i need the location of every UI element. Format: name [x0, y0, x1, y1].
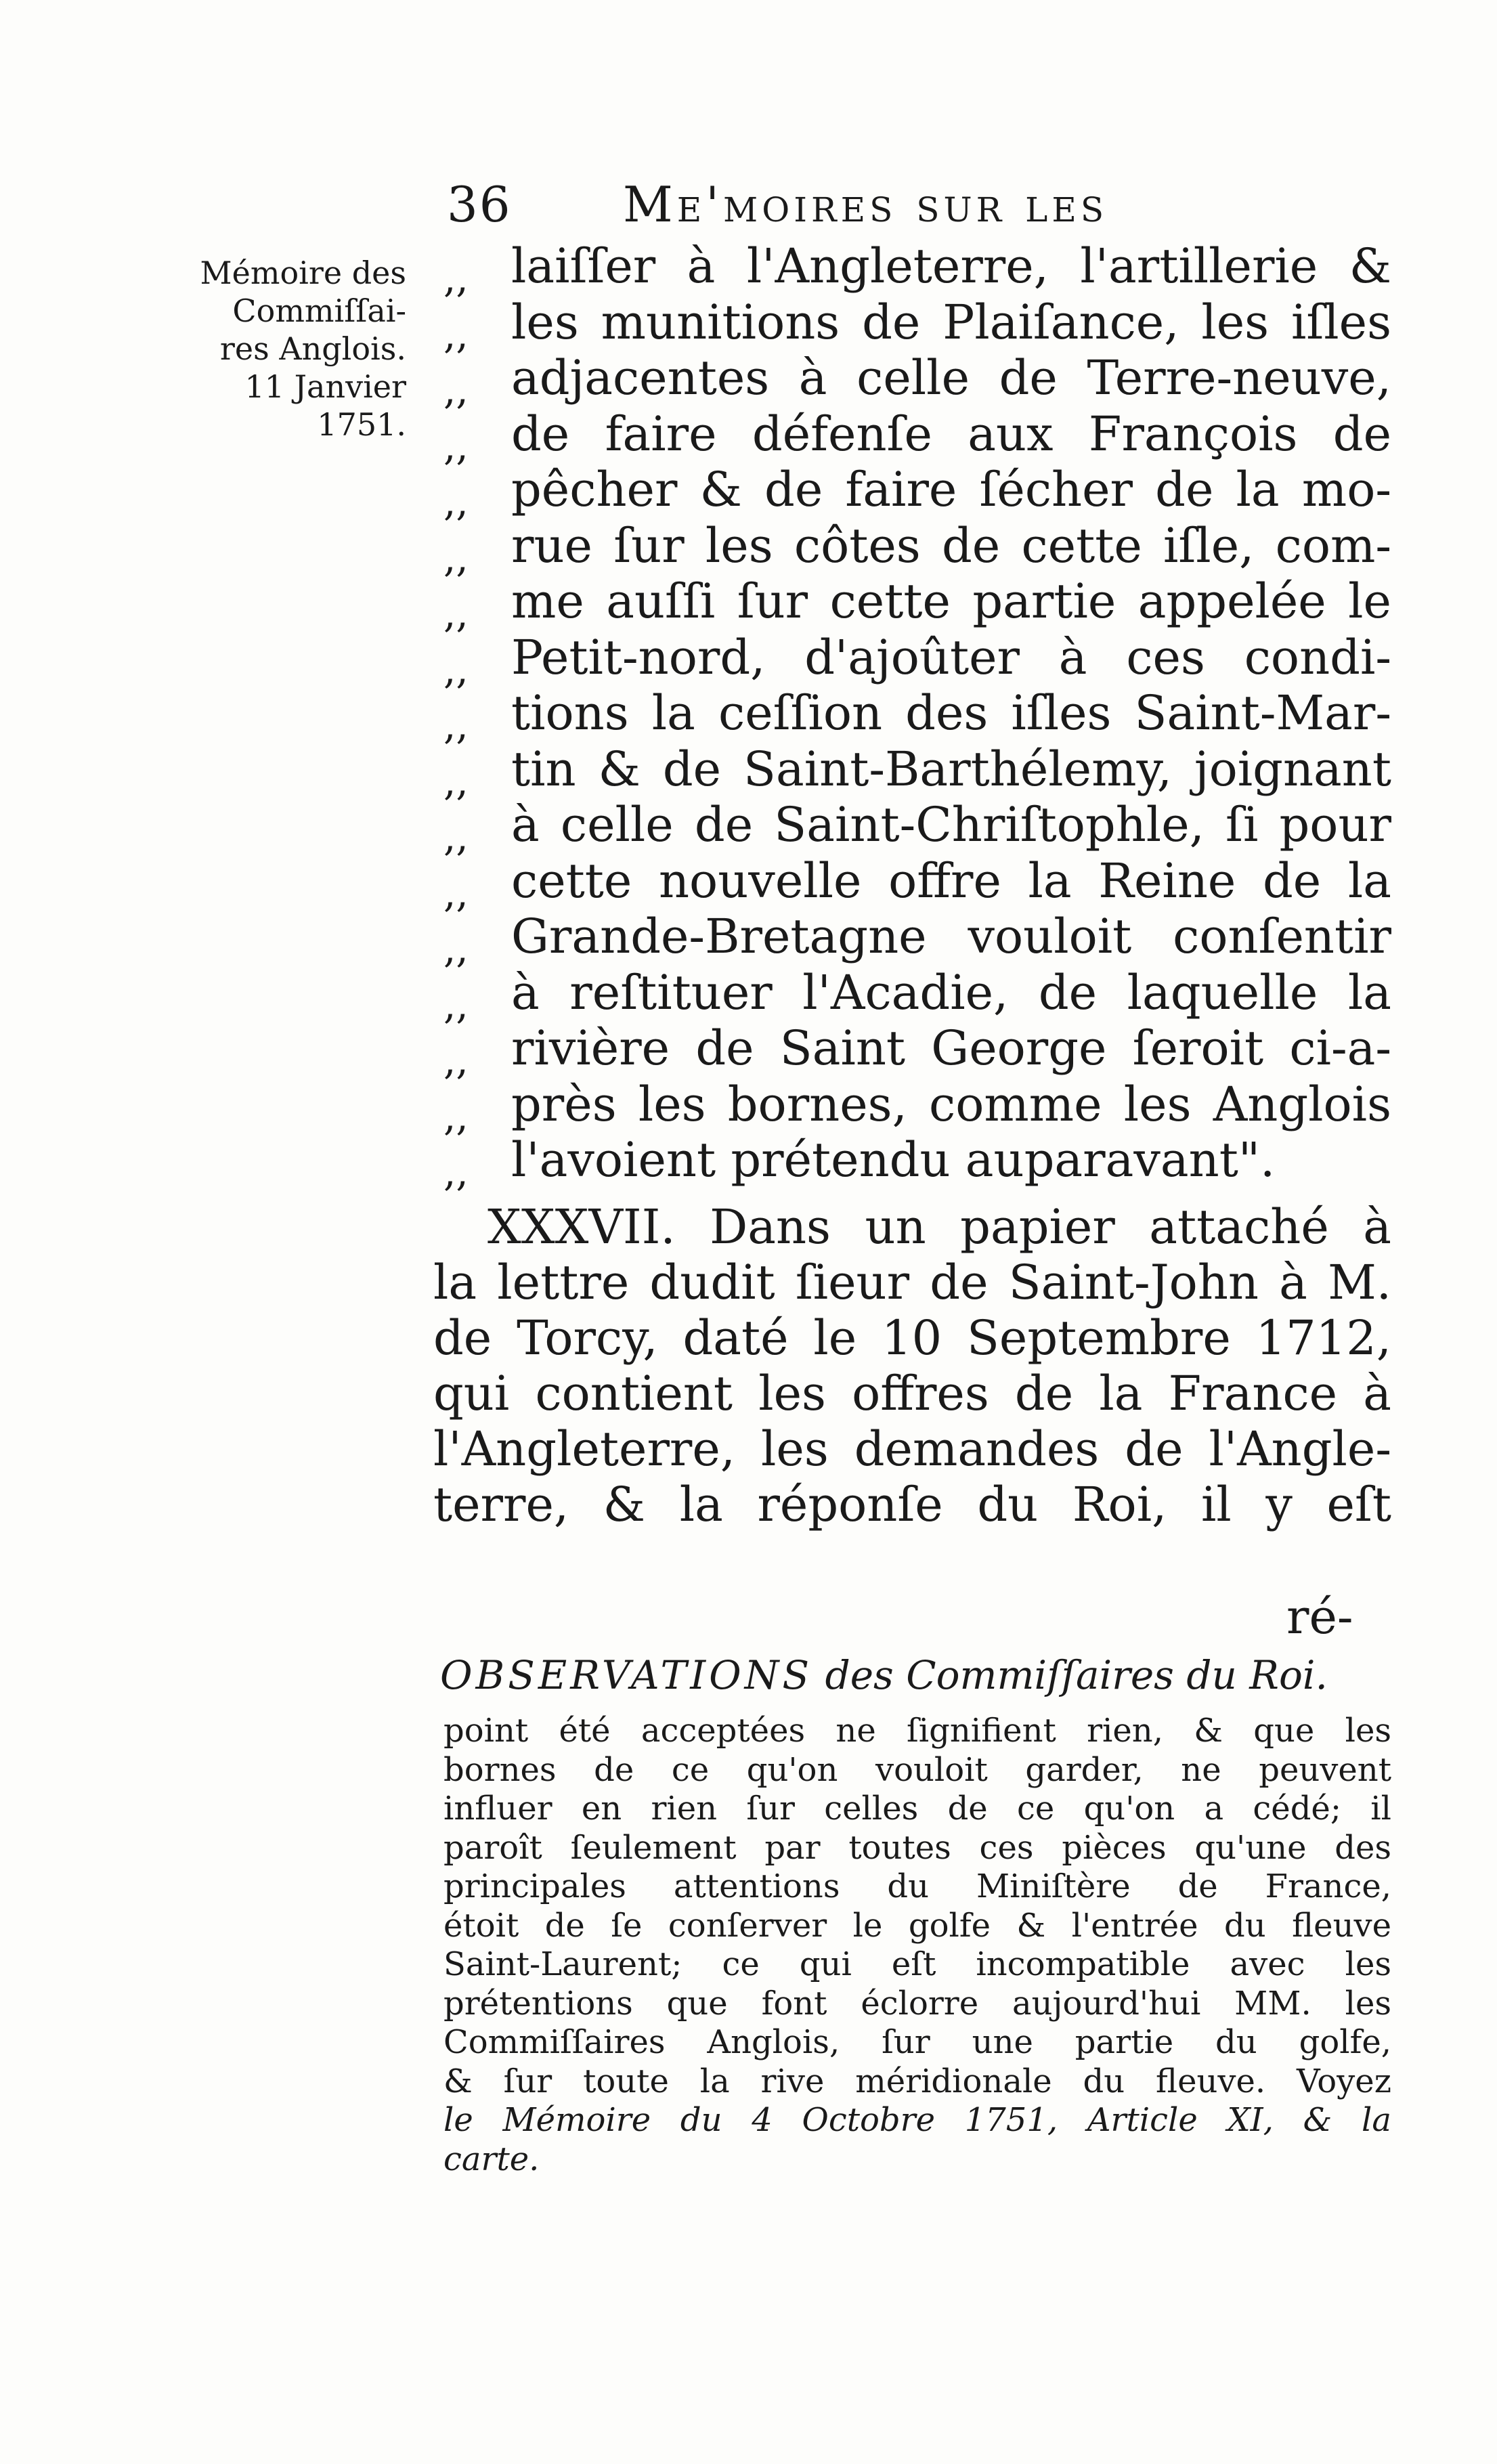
- section-xxxvii: [433, 1199, 1391, 1532]
- quote-mark: ,,: [443, 534, 469, 581]
- text-line: & ſur toute la rive méridionale du fleuve. Voyez: [443, 2062, 1391, 2100]
- quote-mark: ,,: [443, 926, 469, 972]
- text-line: prétentions que font éclorre aujourd'hui MM. les: [443, 1984, 1391, 2023]
- margin-note-line: 11 Janvier: [244, 368, 406, 405]
- text-line: influer en rien ſur celles de ce qu'on a cédé; il: [443, 1790, 1391, 1828]
- quote-mark: ,,: [443, 869, 469, 916]
- text-line: bornes de ce qu'on vouloit garder, ne peuvent: [443, 1750, 1391, 1789]
- text-line: laiſſer à l'Angleterre, l'artillerie &: [511, 238, 1391, 294]
- quote-mark: ,,: [443, 1093, 469, 1140]
- text-line: à celle de Saint-Chriſtophle, ſi pour: [511, 797, 1391, 852]
- text-line: qui contient les offres de la France à: [433, 1366, 1391, 1421]
- quote-mark: ,,: [443, 367, 469, 413]
- text-line: terre, & la réponſe du Roi, il y eſt: [433, 1477, 1391, 1532]
- text-line: le Mémoire du 4 Octobre 1751, Article XI, & la: [443, 2101, 1391, 2139]
- text-line: Grande-Bretagne vouloit conſentir: [511, 909, 1391, 964]
- quote-mark: ,,: [443, 255, 469, 301]
- quote-mark: ,,: [443, 590, 469, 636]
- quote-mark: ,,: [443, 646, 469, 693]
- text-line: XXXVII. Dans un papier attaché à: [487, 1199, 1391, 1255]
- text-line: de Torcy, daté le 10 Septembre 1712,: [433, 1310, 1391, 1366]
- quote-mark: ,,: [443, 814, 469, 860]
- quote-mark: ,,: [443, 981, 469, 1028]
- observations-heading: [440, 1652, 1391, 1698]
- quote-mark: ,,: [443, 1037, 469, 1083]
- text-line: tin & de Saint-Barthélemy, joignant: [511, 741, 1391, 797]
- text-line: pêcher & de faire ſécher de la mo-: [511, 462, 1391, 517]
- observations-text: [443, 1712, 1391, 2179]
- text-line: tions la ceſſion des iſles Saint-Mar-: [511, 685, 1391, 741]
- text-line: point été acceptées ne ſignifient rien, & que les: [443, 1712, 1391, 1750]
- text-line: étoit de ſe conſerver le golfe & l'entrée du fleuve: [443, 1906, 1391, 1945]
- text-line: cette nouvelle offre la Reine de la: [511, 852, 1391, 909]
- text-line: principales attentions du Miniſtère de France,: [443, 1867, 1391, 1905]
- quote-mark: ,,: [443, 423, 469, 469]
- text-line: de faire défenſe aux François de: [511, 406, 1391, 462]
- text-line: Saint-Laurent; ce qui eſt incompatible avec les: [443, 1945, 1391, 1983]
- text-line: carte.: [443, 2140, 540, 2178]
- observations-heading-caps: OBSERVATIONS: [440, 1652, 813, 1698]
- quote-mark: ,,: [443, 702, 469, 748]
- text-line: l'avoient prétendu auparavant".: [511, 1132, 1276, 1188]
- quote-mark: ,,: [443, 479, 469, 525]
- text-line: me auſſi ſur cette partie appelée le: [511, 574, 1391, 629]
- text-line: Commiſſaires Anglois, ſur une partie du golfe,: [443, 2023, 1391, 2061]
- quote-mark: ,,: [443, 311, 469, 358]
- text-line: l'Angleterre, les demandes de l'Angle-: [433, 1421, 1391, 1477]
- text-line: à reſtituer l'Acadie, de laquelle la: [511, 964, 1391, 1020]
- quote-mark: ,,: [443, 758, 469, 804]
- quote-mark: ,,: [443, 1149, 469, 1195]
- quotation-marks-column: [443, 251, 504, 1201]
- text-line: Petit-nord, d'ajoûter à ces condi-: [511, 629, 1391, 685]
- text-line: près les bornes, comme les Anglois: [511, 1076, 1391, 1132]
- margin-note-line: 1751.: [317, 406, 406, 443]
- text-line: rue ſur les côtes de cette iſle, com-: [511, 517, 1391, 574]
- text-line: la lettre dudit ſieur de Saint-John à M.: [433, 1255, 1391, 1310]
- margin-note-line: res Anglois.: [219, 330, 406, 367]
- text-line: adjacentes à celle de Terre-neuve,: [511, 350, 1391, 406]
- text-line: paroît ſeulement par toutes ces pièces qu'une des: [443, 1828, 1391, 1867]
- margin-note-line: Commiſſai-: [232, 293, 406, 329]
- quoted-passage: [511, 238, 1391, 1188]
- text-line: rivière de Saint George ſeroit ci-a-: [511, 1020, 1391, 1076]
- text-line: les munitions de Plaiſance, les iſles: [511, 294, 1391, 350]
- margin-note: [183, 254, 406, 444]
- page-number: 36: [447, 176, 512, 233]
- catchword: ré-: [1286, 1589, 1353, 1645]
- running-title: Me'moires sur les: [623, 176, 1108, 233]
- margin-note-line: Mémoire des: [200, 255, 406, 291]
- observations-heading-rest: des Commiſſaires du Roi.: [825, 1652, 1328, 1698]
